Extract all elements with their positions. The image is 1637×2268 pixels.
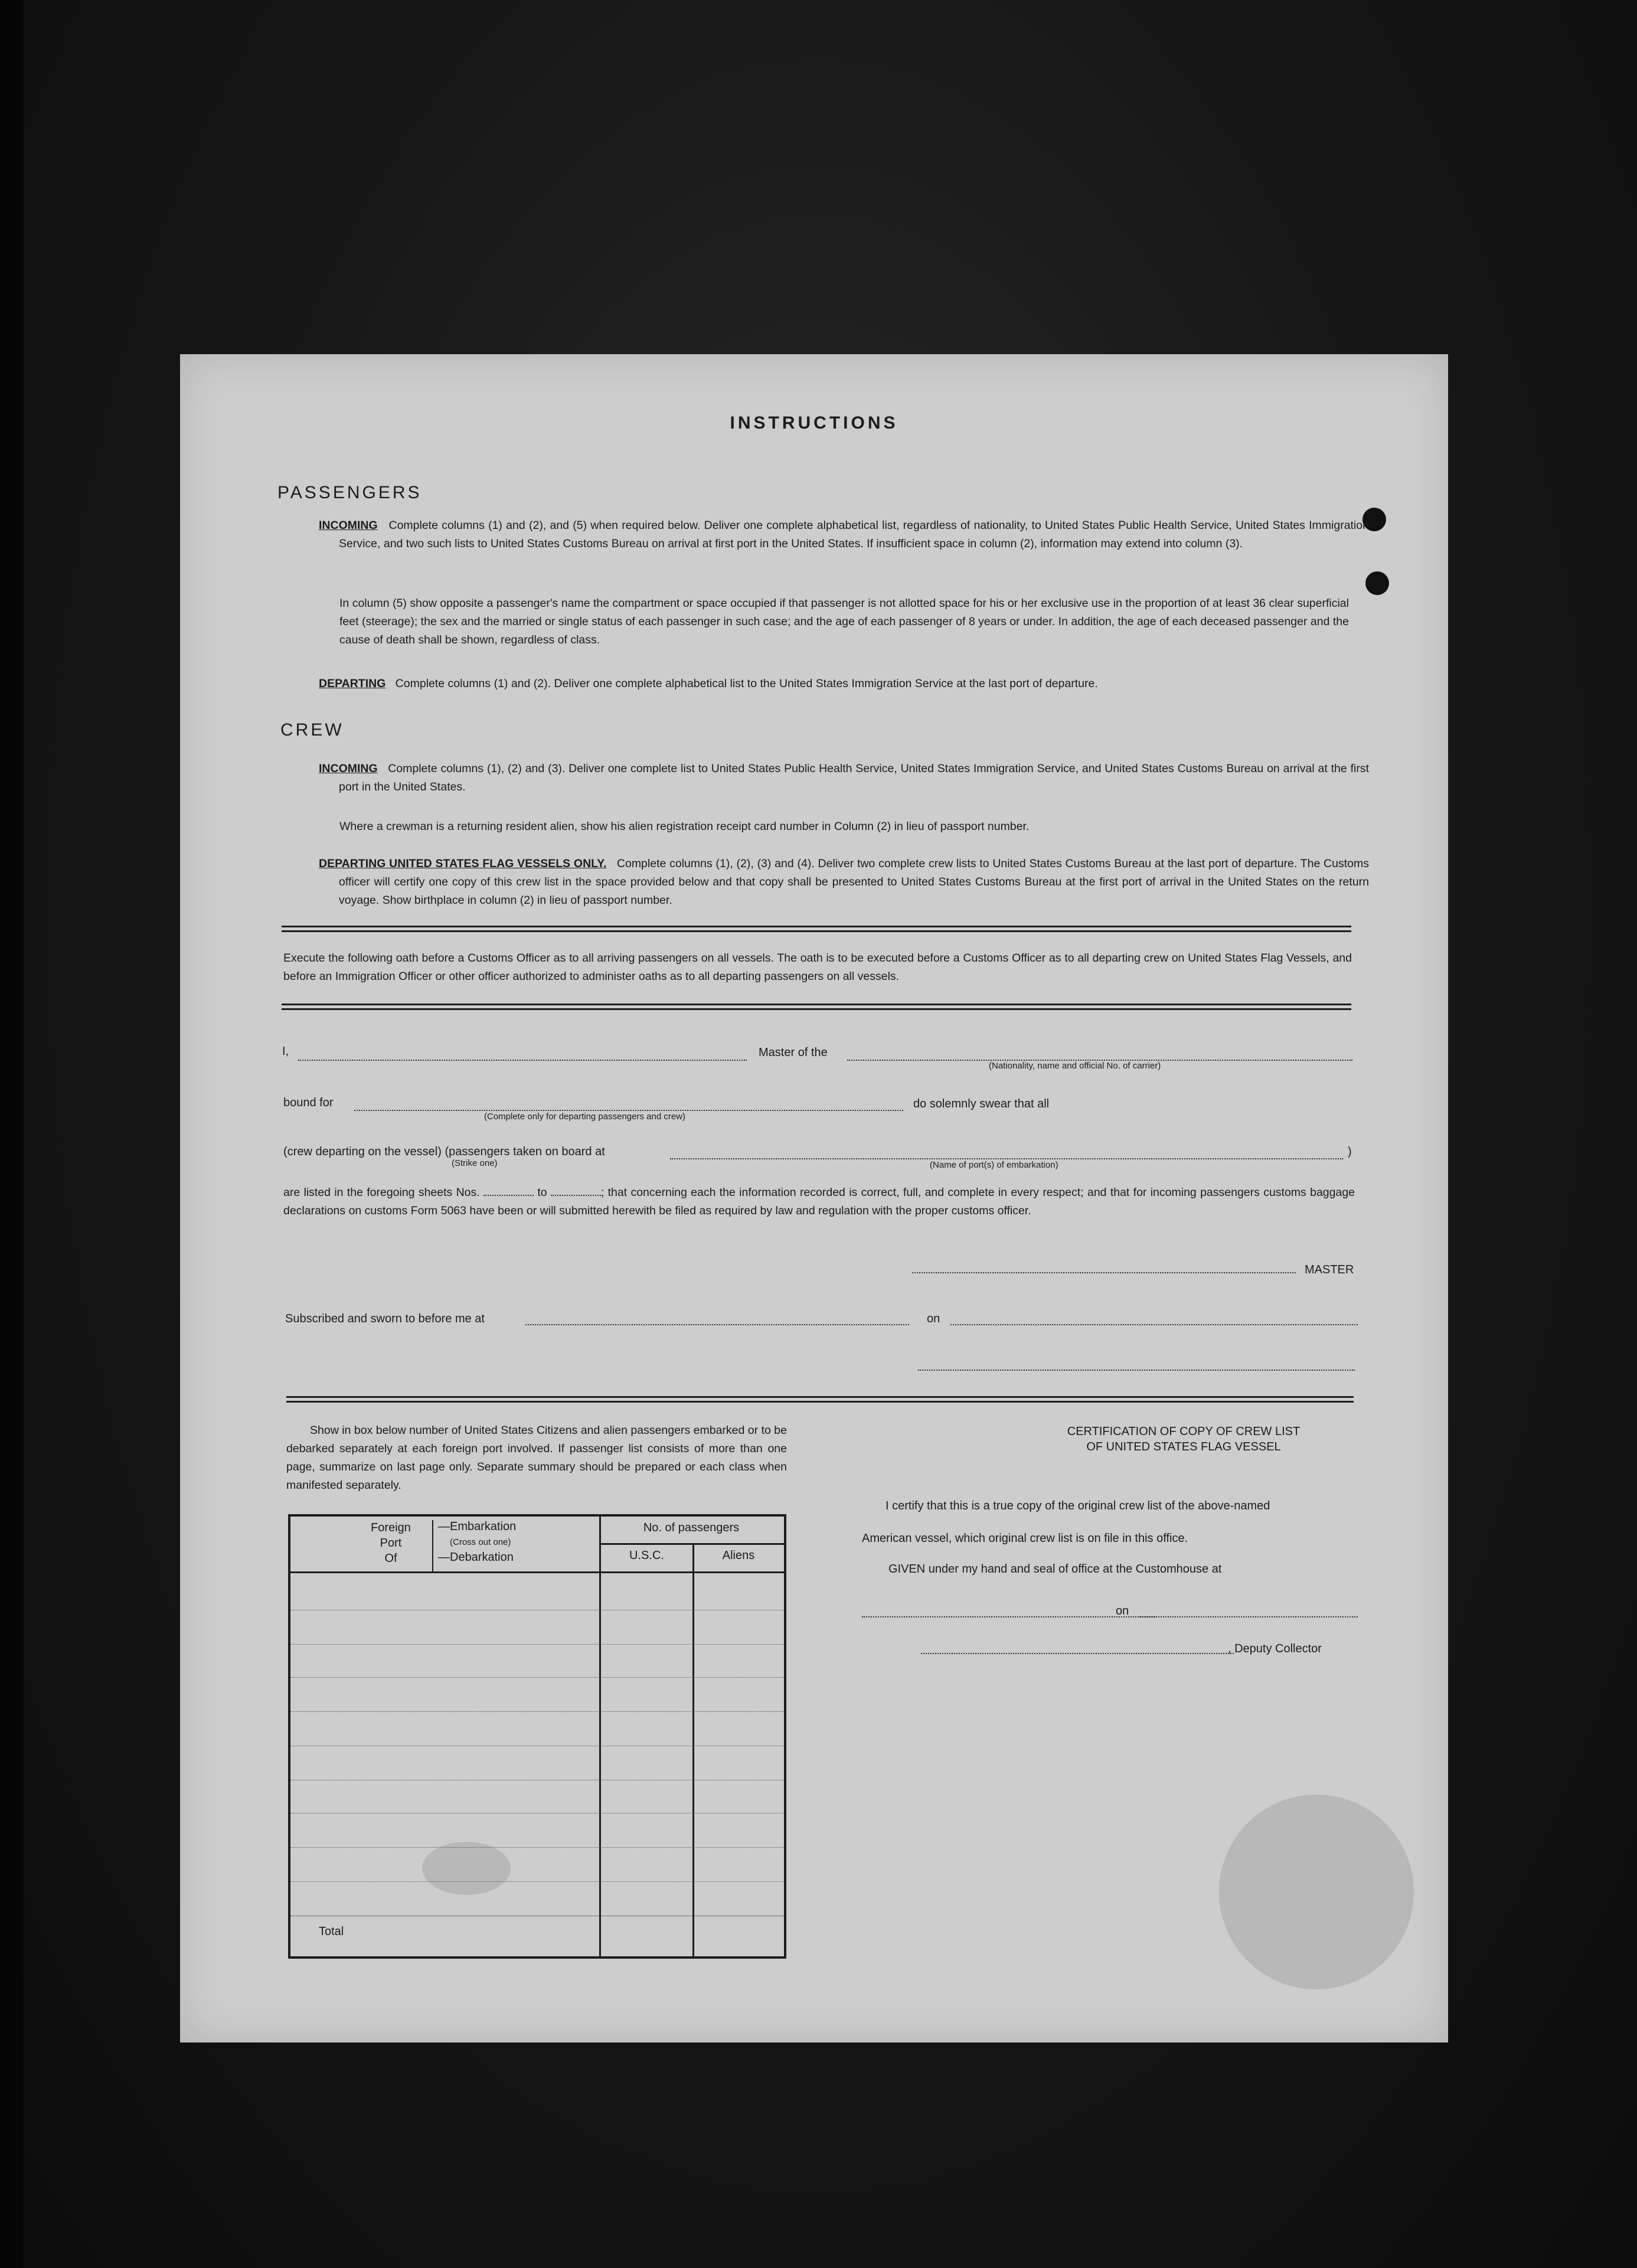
passengers-incoming-label: INCOMING xyxy=(319,519,378,532)
sworn-date-field[interactable] xyxy=(950,1324,1358,1325)
bound-for-hint: (Complete only for departing passengers and crew) xyxy=(484,1112,686,1122)
table-row xyxy=(290,1881,784,1882)
no-passengers-header: No. of passengers xyxy=(643,1521,740,1534)
crew-departing-label: (crew departing on the vessel) (passengers taken on board at xyxy=(283,1145,605,1158)
debarkation-label[interactable]: —Debarkation xyxy=(438,1551,514,1564)
certification-text1: I certify that this is a true copy of the original crew list of the above-named xyxy=(886,1499,1270,1512)
port-col-label xyxy=(355,1520,426,1566)
table-col-divider-2 xyxy=(692,1545,694,1956)
bound-for-label: bound for xyxy=(283,1096,334,1109)
certification-on-label: on xyxy=(1116,1604,1129,1617)
listed-rest: ; that concerning each the information recorded is correct, full, and complete in every respect; and that for incoming passengers customs baggage declarations on customs Form 5063 have been or will submitted herewith be filed as required by law and regulation with the proper customs officer. xyxy=(283,1186,1355,1217)
port-col-line2: Port xyxy=(380,1537,402,1550)
subscribed-label: Subscribed and sworn to before me at xyxy=(285,1312,485,1325)
divider-3 xyxy=(286,1396,1354,1398)
sheet-from-field[interactable] xyxy=(483,1195,534,1196)
master-label: MASTER xyxy=(1305,1263,1354,1276)
master-of-label: Master of the xyxy=(759,1046,828,1059)
crew-incoming xyxy=(319,760,1369,796)
listed-prefix: are listed in the foregoing sheets Nos. xyxy=(283,1186,480,1199)
table-row xyxy=(290,1677,784,1678)
passengers-heading: PASSENGERS xyxy=(277,483,422,502)
aliens-header: Aliens xyxy=(722,1549,755,1562)
passengers-incoming-text: Complete columns (1) and (2), and (5) when required below. Deliver one complete alphabetical list, regardless of nationality, to United States Public Health Service, United States Immigration Service, and two such lists to United States Customs Bureau on arrival at first port in the United States. If insufficient space in column (2), information may extend into column (3). xyxy=(339,519,1369,550)
table-row xyxy=(290,1847,784,1848)
summary-instruction: Show in box below number of United States Citizens and alien passengers embarked or to be debarked separately at each foreign port involved. If passenger list consists of more than one page, summarize on last page only. Separate summary should be prepared or each class when manifested separately. xyxy=(286,1424,787,1492)
oath-i-label: I, xyxy=(282,1045,289,1058)
crew-departing xyxy=(319,855,1369,910)
bound-for-field[interactable] xyxy=(354,1110,903,1111)
embarkation-ports-hint: (Name of port(s) of embarkation) xyxy=(930,1160,1058,1170)
crew-departing-label: DEPARTING UNITED STATES FLAG VESSELS ONLY. xyxy=(319,857,607,870)
embarkation-ports-field[interactable] xyxy=(670,1158,1343,1159)
deputy-signature-field[interactable] xyxy=(921,1653,1234,1654)
scan-edge xyxy=(0,0,24,2268)
port-col-line1: Foreign xyxy=(371,1521,411,1534)
cross-out-hint: (Cross out one) xyxy=(450,1537,511,1547)
crew-incoming-text: Complete columns (1), (2) and (3). Deliver one complete list to United States Public Health Service, United States Immigration Service, and United States Customs Bureau on arrival at the first port in the United States. xyxy=(339,762,1369,793)
total-label: Total xyxy=(319,1925,344,1938)
passengers-departing-text: Complete columns (1) and (2). Deliver one complete alphabetical list to the United States Immigration Service at the last port of departure. xyxy=(395,677,1098,690)
punch-hole-bottom xyxy=(1365,571,1389,595)
table-header-bottom xyxy=(290,1571,784,1573)
passenger-summary-table xyxy=(288,1514,786,1959)
document-page xyxy=(180,354,1448,2042)
certification-heading-line2: OF UNITED STATES FLAG VESSEL xyxy=(1086,1440,1281,1453)
master-name-field[interactable] xyxy=(298,1060,747,1061)
passengers-departing xyxy=(319,675,1349,693)
table-row xyxy=(290,1711,784,1712)
certification-heading-line1: CERTIFICATION OF COPY OF CREW LIST xyxy=(1067,1425,1301,1438)
master-signature-field[interactable] xyxy=(912,1272,1296,1273)
table-row xyxy=(290,1644,784,1645)
crew-heading: CREW xyxy=(280,720,344,740)
vessel-field-hint: (Nationality, name and official No. of carrier) xyxy=(989,1061,1161,1071)
listed-to: to xyxy=(537,1186,547,1199)
passengers-departing-label: DEPARTING xyxy=(319,677,386,690)
port-col-line3: Of xyxy=(384,1552,397,1565)
divider-1 xyxy=(282,926,1351,927)
oath-instruction: Execute the following oath before a Customs Officer as to all arriving passengers on all vessels. The oath is to be executed before a Customs Officer as to all departing crew on United States Flag Vessels, and before an Immigration Officer or other officer authorized to administer oaths as to all departing passengers on all vessels. xyxy=(283,952,1352,983)
divider-2 xyxy=(282,1004,1351,1005)
certification-text2: American vessel, which original crew list is on file in this office. xyxy=(862,1532,1188,1545)
certification-date-field[interactable] xyxy=(1139,1616,1358,1617)
customhouse-field[interactable] xyxy=(862,1616,1157,1617)
usc-header: U.S.C. xyxy=(629,1549,664,1562)
passengers-incoming xyxy=(319,517,1369,553)
certification-heading xyxy=(1030,1424,1337,1455)
listed-sheets-text xyxy=(283,1184,1355,1220)
deputy-collector-label: , Deputy Collector xyxy=(1228,1642,1322,1655)
crew-resident-alien: Where a crewman is a returning resident alien, show his alien registration receipt card number in Column (2) in lieu of passport number. xyxy=(339,820,1030,833)
sworn-on-label: on xyxy=(927,1312,940,1325)
passengers-column5: In column (5) show opposite a passenger's name the compartment or space occupied if that passenger is not allotted space for his or her exclusive use in the proportion of at least 36 clear superficial feet (steerage); the sex and the married or single status of each passenger in such case; and the age of each passenger of 8 years or under. In addition, the age of each deceased passenger and the cause of death shall be shown, regardless of class. xyxy=(339,597,1349,646)
crew-departing-text: Complete columns (1), (2), (3) and (4). Deliver two complete crew lists to United States Customs Bureau at the last port of departure. The Customs officer will certify one copy of this crew list in the space provided below and that copy shall be presented to United States Customs Bureau at the first port of arrival in the United States on the return voyage. Show birthplace in column (2) in lieu of passport number. xyxy=(339,857,1369,907)
faint-seal-stamp xyxy=(1219,1795,1414,1989)
embarkation-label[interactable]: —Embarkation xyxy=(438,1520,517,1533)
officer-signature-field[interactable] xyxy=(918,1370,1355,1371)
crew-incoming-label: INCOMING xyxy=(319,762,378,775)
sworn-place-field[interactable] xyxy=(525,1324,909,1325)
page-title: INSTRUCTIONS xyxy=(730,413,898,433)
swear-label: do solemnly swear that all xyxy=(913,1097,1050,1110)
certification-text3: GIVEN under my hand and seal of office at the Customhouse at xyxy=(888,1563,1222,1576)
close-paren: ) xyxy=(1348,1145,1352,1158)
strike-one-hint: (Strike one) xyxy=(452,1158,498,1168)
sheet-to-field[interactable] xyxy=(551,1195,601,1196)
table-col-divider-1 xyxy=(599,1517,601,1956)
